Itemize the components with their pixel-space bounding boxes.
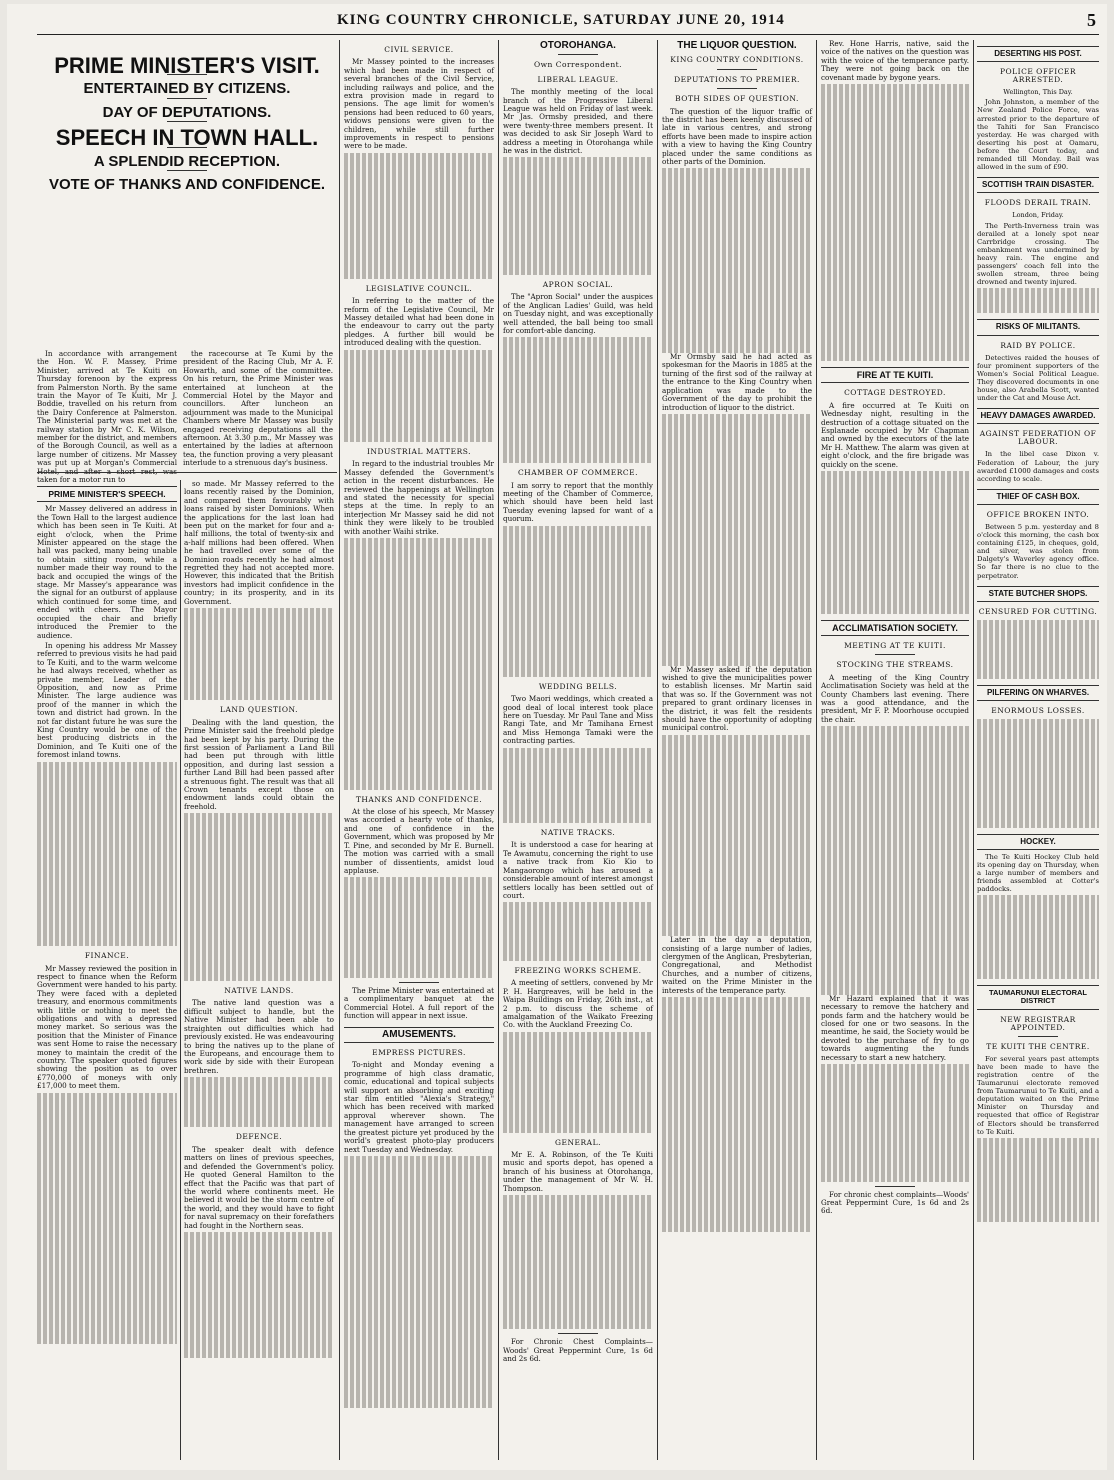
liquor-paragraph-2: Mr Ormsby said he had acted as spokesman for the Maoris in 1885 at the turning of the first sod of the railway at the entrance to the King Country when application was made to the Government of the day to prohibit the introduction of liquor to the district. [662, 352, 812, 412]
freezing-works-heading: FREEZING WORKS SCHEME. [514, 966, 642, 976]
acclimatisation-paragraph: A meeting of the King Country Acclimatisation Society was held at the County Chambers last evening. There was a good attendance, and the president, Mr F. P. Moorhouse occupied the chair. [821, 672, 969, 724]
pilfering-sub: ENORMOUS LOSSES. [991, 705, 1085, 715]
land-heading: LAND QUESTION. [219, 705, 299, 715]
acclimatisation-paragraph-2: Mr Hazard explained that it was necessary to remove the hatchery and ponds farm and the hatchery would be closed for one or two seasons. In the meantime, he said, the Society would be devoted to the purchase of fry to go towards augmenting the funds necessary to start a new hatchery. [821, 993, 969, 1062]
banquet-paragraph: The Prime Minister was entertained at a complimentary banquet at the Commercial Hotel. A full report of the function will appear in next issue. [344, 986, 494, 1021]
column-liquor-question [662, 40, 812, 1460]
headline-speech: SPEECH IN TOWN HALL. [55, 125, 319, 151]
lead-divider [37, 472, 337, 473]
native-tracks-paragraph: It is understood a case for hearing at Te Awamutu, concerning the right to use a native track from Kio Kio to Mangaorongo which has aroused a considerable amount of interest amongst settlers locally has been settled out of court. [503, 840, 653, 900]
taumarunui-heading: TAUMARUNUI ELECTORAL DISTRICT [977, 985, 1099, 1009]
hockey-paragraph: The Te Kuiti Hockey Club held its opening day on Thursday, when a large number of members and friends assembled at Cotter's paddocks. [977, 852, 1099, 894]
speech-heading: PRIME MINISTER'S SPEECH. [37, 486, 177, 502]
loans-paragraph: so made. Mr Massey referred to the loans recently raised by the Dominion, and compared them favourably with loans raised by sister Dominions. When the applications for the last loan had been put on the market for four and a-half millions, the total of twenty-six and a-half millions had been offered. When he had travelled over some of the Dominion roads recently he had almost regretted they had not accepted more. However, this indicated that the British investors had implicit confidence in the country; in its prosperity, and in its Government. [184, 479, 334, 606]
apron-social-paragraph: The "Apron Social" under the auspices of the Anglican Ladies' Guild, was held on Tuesday night, and was exceptionally well attended, the ball being too small for comfort-able dancing. [503, 292, 653, 335]
fire-paragraph: A fire occurred at Te Kuiti on Wednesday night, resulting in the destruction of a cottage situated on the Esplanade occupied by Mr Chapman and owned by the executors of the late Mr H. Matthew. The alarm was given at eight o'clock, and the fire brigade was quickly on the scene. [821, 400, 969, 469]
empress-heading: EMPRESS PICTURES. [372, 1048, 466, 1058]
liquor-sub-2: DEPUTATIONS TO PREMIER. [674, 74, 800, 84]
apron-social-heading: APRON SOCIAL. [542, 279, 614, 289]
headline-vote-of-thanks: VOTE OF THANKS AND CONFIDENCE. [48, 176, 326, 194]
column-fire [821, 40, 969, 1460]
native-lands-heading: NATIVE LANDS. [224, 986, 294, 996]
cash-box-sub: OFFICE BROKEN INTO. [986, 509, 1090, 519]
defence-heading: DEFENCE. [235, 1132, 283, 1142]
scottish-paragraph: The Perth-Inverness train was derailed at a lonely spot near Carrbridge crossing. The embankment was undermined by heavy rain. The engine and passengers' coach fell into the swollen stream, three being drowned and twenty injured. [977, 221, 1099, 287]
headline-prime-minister-visit: PRIME MINISTER'S VISIT. [54, 53, 320, 78]
empress-paragraph: To-night and Monday evening a programme of high class dramatic, comic, educational and topical subjects will support an absorbing and exciting star film entitled "Alexia's Strategy," which has been received with marked approval wherever shown. The management have arranged to screen the greatest picture yet produced by the world's greatest photo-play producers next Tuesday and Wednesday. [344, 1060, 494, 1154]
chamber-paragraph: I am sorry to report that the monthly meeting of the Chamber of Commerce, which should have been held last Tuesday evening lapsed for want of a quorum. [503, 480, 653, 524]
scottish-dateline: London, Friday. [1012, 211, 1064, 220]
thanks-paragraph: At the close of his speech, Mr Massey was accorded a hearty vote of thanks, and one of confidence in the Government, which was proposed by Mr T. Pine, and seconded by Mr E. Burnell. The motion was carried with a small number of dissentients, amidst loud applause. [344, 807, 494, 875]
column-land [184, 480, 334, 1460]
column-civil-service [344, 40, 494, 1460]
chest-cure-ad-2: For chronic chest complaints—Woods' Great Peppermint Cure, 1s 6d and 2s 6d. [821, 1189, 969, 1216]
column-otorohanga [503, 40, 653, 1460]
pilfering-heading: PILFERING ON WHARVES. [977, 685, 1099, 701]
headline-deputations: DAY OF DEPUTATIONS. [102, 103, 272, 121]
newspaper-page [7, 4, 1107, 1470]
legislative-council-heading: LEGISLATIVE COUNCIL. [365, 283, 473, 293]
acclimatisation-heading: ACCLIMATISATION SOCIETY. [821, 620, 969, 636]
headline-reception: A SPLENDID RECEPTION. [93, 152, 281, 170]
masthead-title: KING COUNTRY CHRONICLE, SATURDAY JUNE 20, 1914 [337, 12, 785, 28]
finance-paragraph: Mr Massey reviewed the position in respect to finance when the Reform Government were handed to his party. They were faced with a depleted treasury, and enormous commitments with little or nothing to meet the obligations and with a depressed money market. So serious was the position that the Minister of Finance was sent Home to raise the necessary money to maintain the credit of the country. The speaker quoted figures showing the position as to over £770,000 of moneys with only £17,000 to meet them. [37, 963, 177, 1091]
amusements-heading: AMUSEMENTS. [344, 1027, 494, 1043]
legislative-council-paragraph: In referring to the matter of the reform of the Legislative Council, Mr Massey detailed what had been done in the endeavour to carry out the party pledges. A further bill would be introduced dealing with the question. [344, 296, 494, 348]
deserting-heading: DESERTING HIS POST. [977, 46, 1099, 62]
page-number: 5 [1087, 10, 1097, 30]
damages-sub: AGAINST FEDERATION OF LABOUR. [979, 429, 1097, 447]
liquor-sub-1: KING COUNTRY CONDITIONS. [670, 55, 804, 65]
industrial-heading: INDUSTRIAL MATTERS. [366, 446, 472, 456]
otorohanga-heading: OTOROHANGA. [540, 40, 616, 51]
own-correspondent: Own Correspondent. [533, 60, 623, 70]
deserting-paragraph: John Johnston, a member of the New Zealand Police Force, was arrested prior to the departure of the Tahiti for San Francisco yesterday. He was charged with deserting his post at Oamaru, before the Court today, and remanded till Monday. Bail was allowed in the sum of £90. [977, 98, 1099, 172]
defence-paragraph: The speaker dealt with defence matters on lines of previous speeches, and defended the Government's policy. He quoted General Hamilton to the effect that the Pacific was that part of the world where continents meet. He believed it would be the storm centre of the world, and they would have to fight for naval supremacy on their forefathers had fought in the Northern seas. [184, 1144, 334, 1230]
chamber-heading: CHAMBER OF COMMERCE. [517, 468, 639, 478]
lead-story [37, 48, 337, 328]
lead-intro-right-text: the racecourse at Te Kumi by the president of the Racing Club, Mr A. F. Howarth, and some of the committee. On his return, the Prime Minister was entertained at luncheon at the Commercial Hotel by the Mayor and councillors. After luncheon an adjournment was made to the Municipal Chambers where Mr Massey was busily engaged receiving deputations all the afternoon. At 3.30 p.m., Mr Massey was entertained by the ladies at afternoon tea, the function proving a very pleasant interlude to a strenuous day's business. [183, 349, 333, 468]
column-telegrams [977, 40, 1099, 1460]
civil-service-paragraph: Mr Massey pointed to the increases which had been made in respect of several branches of the Civil Service, including railways and police, and the extra provision made in regard to pensions. The age limit for women's pensions had been reduced to 60 years, widows pensions were given to the children, while still further improvements in respect to pensions were to be made. [344, 57, 494, 151]
cash-box-paragraph: Between 5 p.m. yesterday and 8 o'clock this morning, the cash box containing £125, in cheques, gold, and silver, was stolen from Dalgety's Waverley agency office. So far there is no clue to the perpetrator. [977, 523, 1099, 580]
deserting-sub: POLICE OFFICER ARRESTED. [999, 67, 1077, 85]
cash-box-heading: THIEF OF CASH BOX. [977, 489, 1099, 505]
scottish-heading: SCOTTISH TRAIN DISASTER. [977, 177, 1099, 193]
butcher-heading: STATE BUTCHER SHOPS. [977, 586, 1099, 602]
land-paragraph: Dealing with the land question, the Prime Minister said the freehold pledge had been kept by his party. During the first session of Parliament a Land Bill had been put through with little opposition, and during last session a further Land Bill had been passed after a strenuous fight. The result was that all Crown tenants except those on endowment lands could obtain the freehold. [184, 717, 334, 811]
industrial-paragraph: In regard to the industrial troubles Mr Massey defended the Government's action in the recent disturbances. He reviewed the happenings at Wellington and stated the necessity for special steps at the time. In reply to an interjection Mr Massey said he did not think they were likely to be troubled with another Waihi strike. [344, 459, 494, 536]
fire-sub: COTTAGE DESTROYED. [844, 388, 946, 398]
liquor-paragraph-3: Mr Massey asked if the deputation wished to give the municipalities power to establish licenses. Mr Martin said that was so. If the Government was not prepared to grant ordinary licenses in the district, it was felt the residents should have the opportunity of adopting municipal control. [662, 664, 812, 733]
headline-entertained: ENTERTAINED BY CITIZENS. [83, 80, 291, 98]
militants-heading: RISKS OF MILITANTS. [977, 319, 1099, 335]
native-lands-paragraph: The native land question was a difficult subject to handle, but the Native Minister had been able to straighten out difficulties which had previously existed. He was endeavouring to bring the natives up to the plane of the Europeans, and encourage them to work side by side with their European brethren. [184, 998, 334, 1075]
militants-paragraph: Detectives raided the houses of four prominent supporters of the Women's Social Political League. They discovered documents in one house, also Arabella Scott, wanted under the Cat and Mouse Act. [977, 353, 1099, 403]
speech-paragraph-2: In opening his address Mr Massey referred to previous visits he had paid to Te Kuiti, and to the warm welcome he had always received, whether as private member, Leader of the Opposition, and now as Prime Minister. The large audience was proof of the manner in which the town and district had grown. In the not far distant future he was sure the King Country would be one of the best producing districts in the Dominion, and Te Kuiti one of the foremost inland towns. [37, 640, 177, 760]
lead-intro-left-text: In accordance with arrangement the Hon. W. F. Massey, Prime Minister, arrived at Te Kuiti on Thursday forenoon by the express from Palmerston North. By the same train the Mayor of Te Kuiti, Mr J. Boddie, travelled on his return from the Dairy Conference at Palmerston. The Ministerial party was met at the railway station by Mr C. K. Wilson, member for the district, and members of the Borough Council, as well as a large number of citizens. Mr Massey was put up at Morgan's Commercial Hotel, and after a short rest, was taken for a motor run to [37, 349, 177, 485]
lead-intro-right [183, 350, 333, 468]
liquor-paragraph-1: The question of the liquor traffic of the district has been keenly discussed of late in various centres, and strong efforts have been made to inspire action with a view to having the King Country placed under the same conditions as other parts of the Dominion. [662, 106, 812, 167]
column-speech [37, 480, 177, 1460]
taumarunui-paragraph: For several years past attempts have been made to have the registration centre of the Taumarunui electorate removed from Taumarunui to Te Kuiti, and a deputation waited on the Prime Minister on Thursday and requested that office of Registrar of Electors should be transferred to Te Kuiti. [977, 1054, 1099, 1136]
scottish-sub: FLOODS DERAIL TRAIN. [984, 198, 1092, 208]
speech-paragraph-1: Mr Massey delivered an address in the Town Hall to the largest audience which has been seen in Te Kuiti. At eight o'clock, when the Prime Minister appeared on the stage the hall was packed, many being unable to obtain sitting room, while a number made their way round to the back and occupied the wings of the stage. Mr Massey's appearance was the signal for an outburst of applause which continued for some time, and ended with cheers. The Mayor occupied the chair and briefly introduced the Premier to the audience. [37, 504, 177, 640]
liquor-heading: THE LIQUOR QUESTION. [677, 40, 797, 51]
column-rule-4 [657, 40, 658, 1460]
acclimatisation-sub-2: STOCKING THE STREAMS. [836, 660, 954, 670]
wedding-heading: WEDDING BELLS. [538, 681, 618, 691]
thanks-heading: THANKS AND CONFIDENCE. [355, 794, 483, 804]
column-rule-1 [180, 480, 181, 1460]
hockey-heading: HOCKEY. [977, 834, 1099, 850]
column-rule-6 [973, 40, 974, 1460]
wedding-paragraph: Two Maori weddings, which created a good deal of local interest took place here on Tuesday. Mr Paul Tane and Miss Rangi Tate, and Mr Tamihana Ernest and Miss Hemonga Tamaki were the contracting parties. [503, 694, 653, 746]
militants-sub: RAID BY POLICE. [1000, 340, 1076, 350]
deserting-dateline: Wellington, This Day. [1003, 88, 1073, 97]
damages-heading: HEAVY DAMAGES AWARDED. [977, 408, 1099, 424]
harris-paragraph: Rev. Hone Harris, native, said the voice of the natives on the question was with the voice of the temperance party. They were not going back on the covenant made by bygone years. [821, 39, 969, 82]
liquor-paragraph-4: Later in the day a deputation, consisting of a large number of ladies, clergymen of the Anglican, Presbyterian, Congregational, and Methodist Churches, and a number of citizens, waited on the Prime Minister in the interests of the temperance party. [662, 935, 812, 995]
top-rule [37, 34, 1099, 35]
finance-heading: FINANCE. [84, 951, 130, 961]
column-rule-5 [816, 40, 817, 1460]
butcher-sub: CENSURED FOR CUTTING. [978, 606, 1098, 616]
lead-intro-left [37, 349, 177, 485]
liquor-sub-3: BOTH SIDES OF QUESTION. [675, 94, 799, 104]
column-rule-2 [339, 40, 340, 1460]
native-tracks-heading: NATIVE TRACKS. [540, 828, 616, 838]
liberal-league-paragraph: The monthly meeting of the local branch of the Progressive Liberal League was held on Friday of last week. Mr Jas. Ormsby presided, and there were twenty-three members present. It was decided to ask Sir Joseph Ward to address a meeting in Otorohanga while he was in the district. [503, 87, 653, 156]
general-heading: GENERAL. [555, 1137, 601, 1147]
liberal-league-heading: LIBERAL LEAGUE. [537, 74, 619, 84]
general-paragraph: Mr E. A. Robinson, of the Te Kuiti music and sports depot, has opened a branch of his business at Otorohanga, under the management of Mr W. H. Thompson. [503, 1149, 653, 1193]
fire-heading: FIRE AT TE KUITI. [821, 367, 969, 383]
acclimatisation-sub-1: MEETING AT TE KUITI. [844, 641, 946, 651]
chest-cure-ad: For Chronic Chest Complaints—Woods' Great Peppermint Cure, 1s 6d and 2s 6d. [503, 1337, 653, 1364]
civil-service-heading: CIVIL SERVICE. [384, 45, 454, 54]
column-rule-3 [498, 40, 499, 1460]
taumarunui-sub-1: NEW REGISTRAR APPOINTED. [1000, 1014, 1076, 1032]
masthead [337, 10, 1097, 30]
damages-paragraph: In the libel case Dixon v. Federation of Labour, the jury awarded £1000 damages and costs according to scale. [977, 450, 1099, 483]
freezing-works-paragraph: A meeting of settlers, convened by Mr P. H. Hargreaves, will be held in the Waipa Buildings on Friday, 26th inst., at 2 p.m. to discuss the scheme of amalgamation of the Waikato Freezing Co. with the Auckland Freezing Co. [503, 978, 653, 1030]
taumarunui-sub-2: TE KUITI THE CENTRE. [986, 1041, 1090, 1051]
